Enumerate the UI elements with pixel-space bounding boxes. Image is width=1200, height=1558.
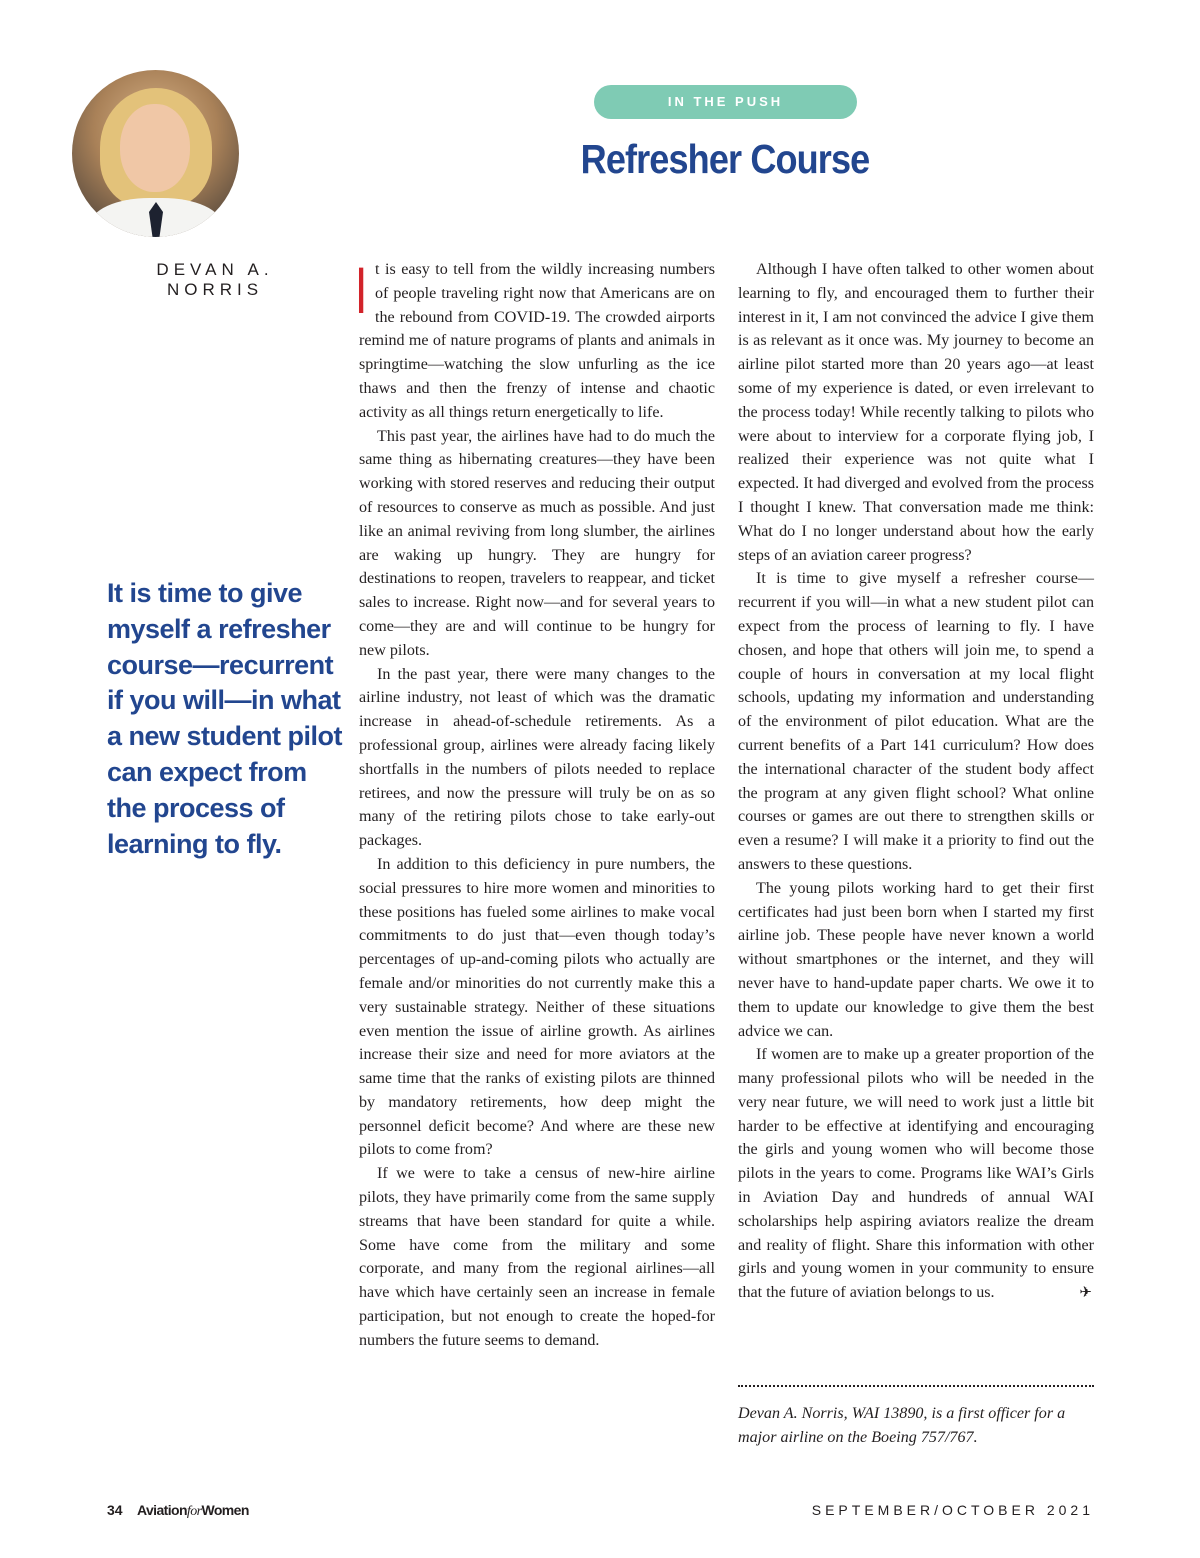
article-title: Refresher Course [580,136,870,182]
article-paragraph: Although I have often talked to other women about learning to fly, and encouraged them to further their interest in it, I am not convinced the advice I give them is as relevant as it once was. My journey to become an airline pilot started more than 20 years ago—at least some of my experience is dated, or even irrelevant to the process today! While recently talking to pilots who were about to interview for a corporate flying job, I realized their experience was not quite what I expected. It had diverged and evolved from the process I thought I knew. That conversation made me think: What do I no longer understand about how the early steps of an aviation career progress? [738,261,1094,564]
article-paragraph: It is time to give myself a refresher course—recurrent if you will—in what a new student pilot can expect from the process of learning to fly. I have chosen, and hope that others will join me, to spend a couple of hours in conversation at my local flight schools, updating my information and understanding of the environment of pilot education. What are the current benefits of a Part 141 curriculum? How does the international character of the student body affect the program at any given flight school? What online courses or games are out there to strengthen skills or even a resume? I will make it a priority to find out the answers to these questions. [738,570,1094,873]
bio-divider [738,1385,1094,1387]
article-paragraph [738,1043,1094,1305]
drop-cap: I [357,253,366,327]
section-label: IN THE PUSH [594,85,857,119]
page-number: 34 [107,1502,123,1518]
article-paragraph: The young pilots working hard to get their first certificates had just been born when I started my first airline job. These people have never known a world without smartphones or the internet, and they will never have to hand-update paper charts. We owe it to them to update our knowledge to give them the best advice we can. [738,879,1094,1040]
article-paragraph: This past year, the airlines have had to do much the same thing as hibernating creatures—they have been working with stored reserves and reducing their output of resources to conserve as much as possible. And just like an animal reviving from long slumber, the airlines are waking up hungry. They are hungry for destinations to reopen, travelers to reappear, and ticket sales to increase. Right now—and for several years to come—they are and will continue to be hungry for new pilots. [359,427,715,659]
photo-face [120,104,190,192]
article-paragraph: If we were to take a census of new-hire airline pilots, they have primarily come from the same supply streams that have been standard for quite a while. Some have come from the military and some corporate, and many from the regional airlines—all have which have certainly seen an increase in female participation, but not enough to create the hoped-for numbers the future seems to demand. [359,1165,715,1349]
article-column-left [357,253,715,1353]
logo-part: for [186,1504,202,1519]
paragraph-text: t is easy to tell from the wildly increasing numbers of people traveling right now that Americans are on the rebound from COVID-19. The crowded airports remind me of nature programs of plants and animals in springtime—watching the slow unfurling as the ice thaws and then the frenzy of intense and chaotic activity as all things return energetically to life. [359,261,715,421]
issue-date: SEPTEMBER/OCTOBER 2021 [811,1502,1094,1518]
author-bio: Devan A. Norris, WAI 13890, is a first officer for a major airline on the Boeing 757/767. [738,1405,1066,1446]
airplane-icon: ✈ [1079,1283,1092,1302]
author-photo [72,70,239,237]
author-name: DEVAN A. NORRIS [156,260,274,299]
article-column-right [738,258,1094,1305]
article-paragraph: In the past year, there were many changes to the airline industry, not least of which was the dramatic increase in ahead-of-schedule retirements. As a professional group, airlines were already facing likely shortfalls in the numbers of pilots needed to replace retirees, and now the pressure will truly be on as so many of the retiring pilots chose to take early-out packages. [359,665,715,850]
logo-part: Aviation [137,1502,187,1518]
paragraph-text: If women are to make up a greater proportion of the many professional pilots who will be needed in the very near future, we will need to work just a little bit harder to be effective at identifying and encouraging the girls and young women who will become those pilots in the years to come. Programs like WAI’s Girls in Aviation Day and hundreds of annual WAI scholarships help aspiring aviators realize the dream and reality of flight. Share this information with other girls and young women in your community to ensure that the future of aviation belongs to us. [738,1046,1094,1302]
magazine-logo [137,1502,249,1520]
article-paragraph: In addition to this deficiency in pure numbers, the social pressures to hire more women and minorities to these positions has fueled some airlines to make vocal commitments to do just that—even though today’s percentages of up-and-coming pilots who actually are female and/or minorities do not currently make this a very sustainable strategy. Neither of these situations even mention the issue of airline growth. As airlines increase their size and need for more aviators at the same time that the ranks of existing pilots are thinned by mandatory retirements, how deep might the personnel deficit become? And where are these new pilots to come from? [359,855,715,1159]
pull-quote: It is time to give myself a refresher course—recurrent if you will—in what a new student pilot can expect from the process of learning to fly. [107,578,343,859]
logo-part: Women [201,1502,249,1518]
article-paragraph [357,253,715,425]
